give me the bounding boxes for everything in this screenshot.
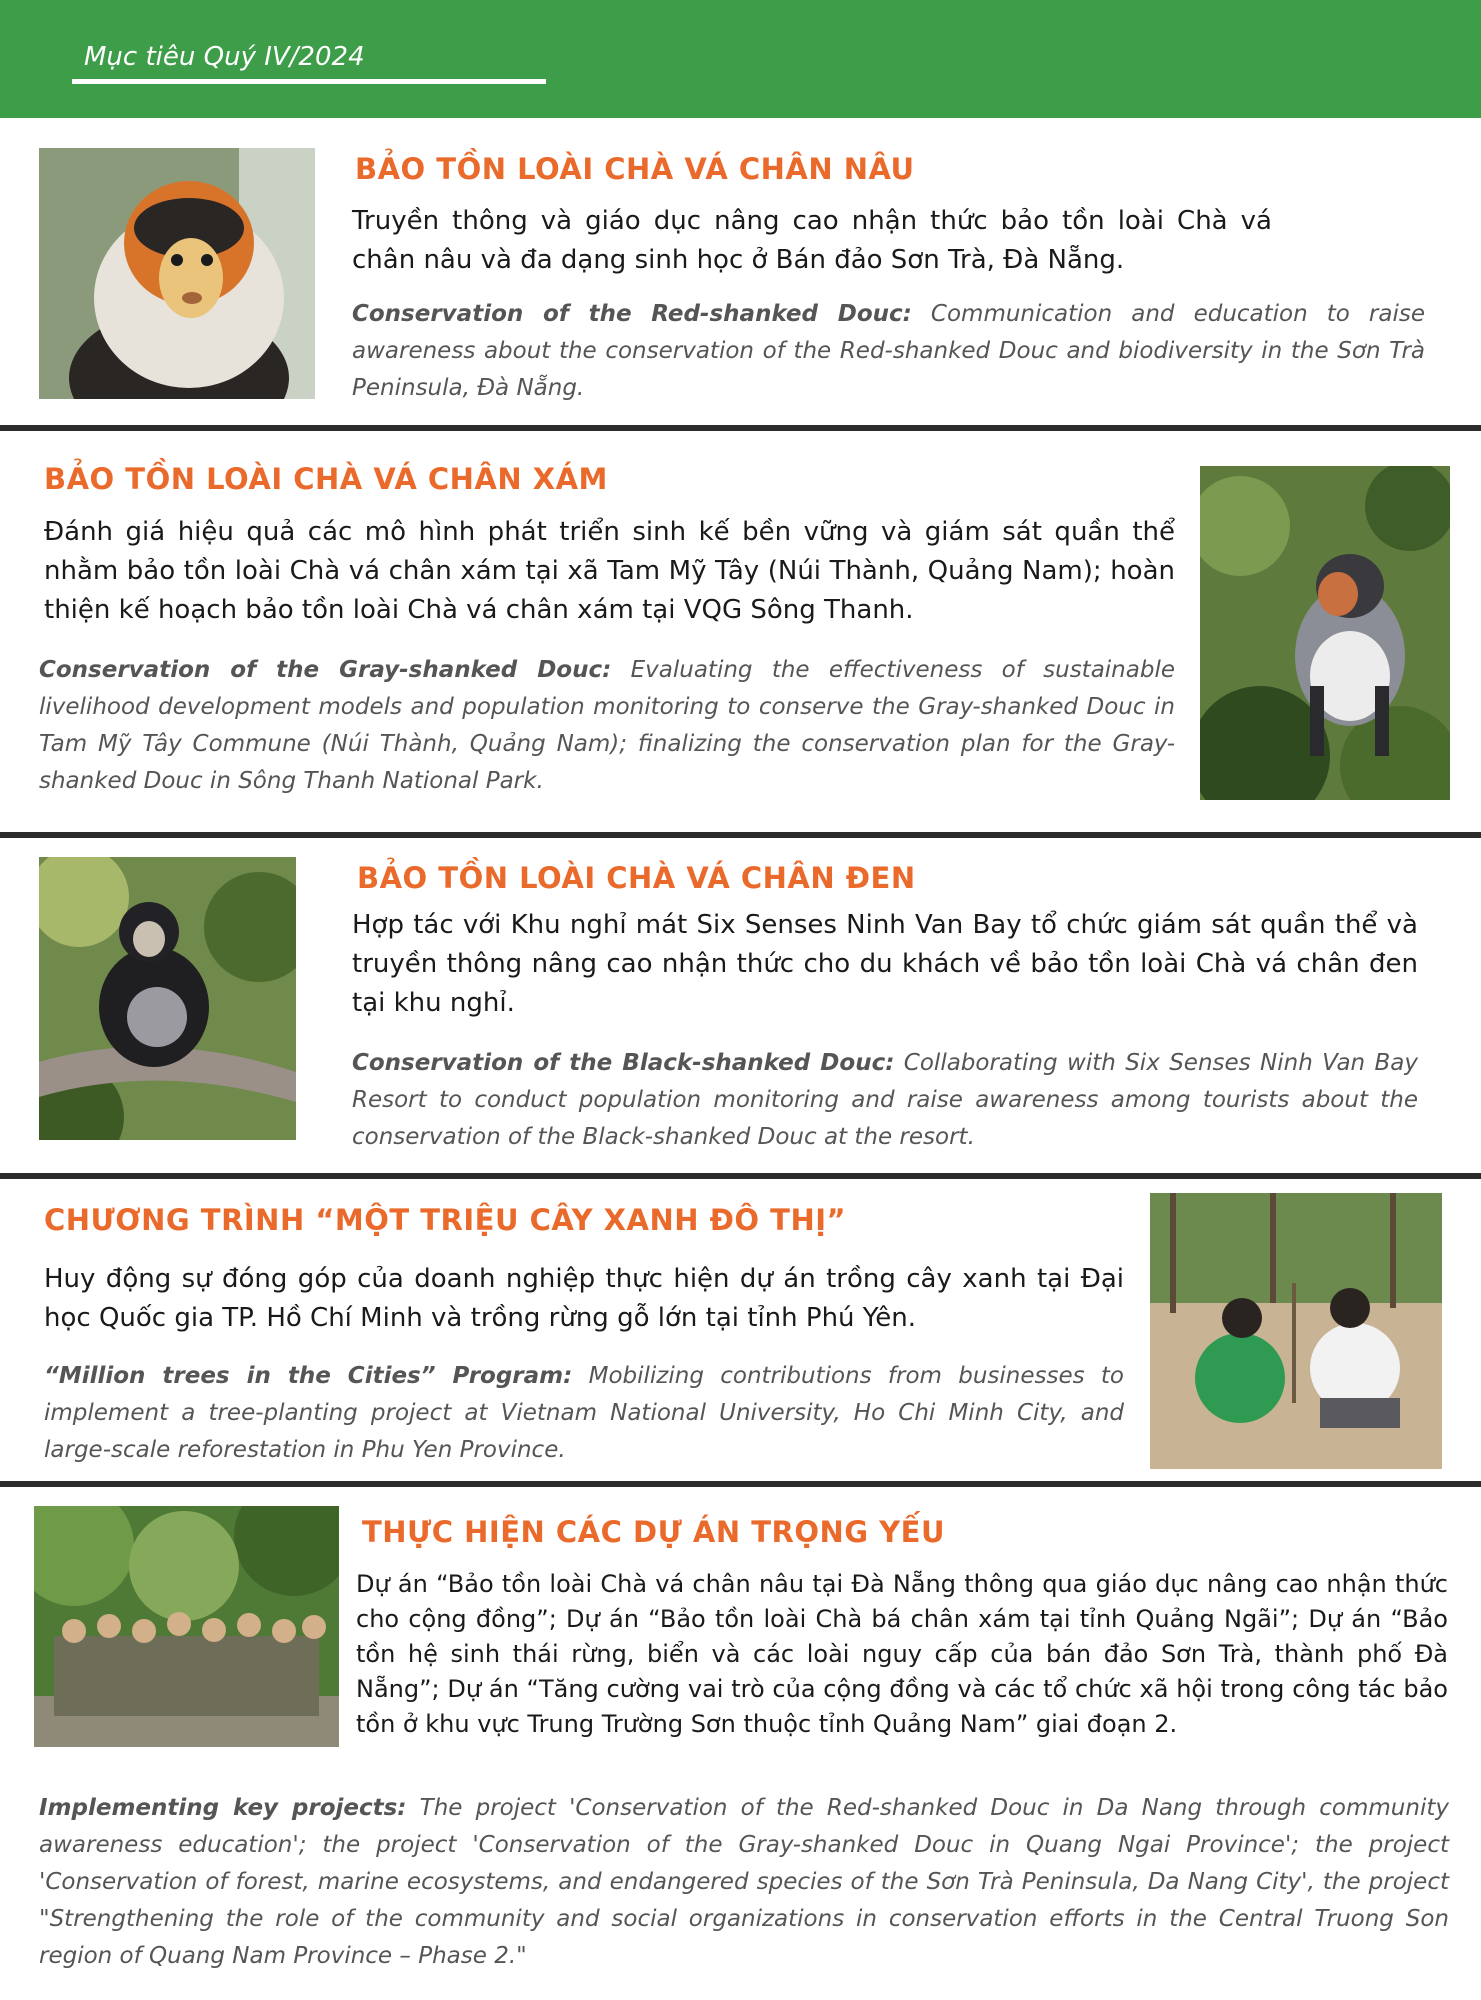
- section-text-vi-red-shanked: Truyền thông và giáo dục nâng cao nhận thức bảo tồn loài Chà vá chân nâu và đa dạng sinh học ở Bán đảo Sơn Trà, Đà Nẵng.: [352, 206, 1272, 275]
- team-group-photo: [34, 1506, 339, 1747]
- section-text-vi-gray-shanked: Đánh giá hiệu quả các mô hình phát triển sinh kế bền vững và giám sát quần thể nhằm bảo tồn loài Chà vá chân xám tại xã Tam Mỹ Tây (Núi Thành, Quảng Nam); hoàn thiện kế hoạch bảo tồn loài Chà vá chân xám tại VQG Sông Thanh.: [44, 517, 1175, 625]
- en-label: “Million trees in the Cities” Program:: [44, 1363, 573, 1389]
- section-title-key-projects: THỰC HIỆN CÁC DỰ ÁN TRỌNG YẾU: [362, 1515, 946, 1549]
- gray-shanked-douc-photo: [1200, 466, 1450, 800]
- en-label: Conservation of the Red-shanked Douc:: [352, 301, 912, 327]
- en-label: Conservation of the Gray-shanked Douc:: [39, 657, 612, 683]
- en-label: Implementing key projects:: [39, 1795, 407, 1821]
- header-underline: [72, 79, 546, 84]
- section-divider: [0, 832, 1481, 838]
- section-title-gray-shanked: BẢO TỒN LOÀI CHÀ VÁ CHÂN XÁM: [44, 462, 608, 496]
- en-label: Conservation of the Black-shanked Douc:: [352, 1050, 895, 1076]
- en-body: Collaborating with Six Senses Ninh Van Bay Resort to conduct population monitoring and raise awareness among tourists about the conservation of the Black-shanked Douc at the resort.: [352, 1050, 1418, 1150]
- section-text-en-gray-shanked: [39, 652, 1175, 800]
- tree-planting-photo: [1150, 1193, 1442, 1469]
- en-body: The project 'Conservation of the Red-shanked Douc in Da Nang through community awareness education'; the project 'Conservation of the Gray-shanked Douc in Quang Ngai Province'; the project 'Conservation of forest, marine ecosystems, and endangered species of the Sơn Trà Peninsula, Da Nang City', the project "Strengthening the role of the community and social organizations in conservation efforts in the Central Truong Son region of Quang Nam Province – Phase 2.": [39, 1795, 1449, 1969]
- section-divider: [0, 425, 1481, 431]
- section-title-red-shanked: BẢO TỒN LOÀI CHÀ VÁ CHÂN NÂU: [355, 152, 915, 186]
- en-body: Evaluating the effectiveness of sustainable livelihood development models and population monitoring to conserve the Gray-shanked Douc in Tam Mỹ Tây Commune (Núi Thành, Quảng Nam); finalizing the conservation plan for the Gray-shanked Douc in Sông Thanh National Park.: [39, 657, 1175, 794]
- header-banner: [0, 0, 1481, 118]
- section-text-en-red-shanked: [352, 296, 1425, 407]
- section-text-en-black-shanked: [352, 1045, 1418, 1156]
- section-text-vi-million-trees: Huy động sự đóng góp của doanh nghiệp thực hiện dự án trồng cây xanh tại Đại học Quốc gia TP. Hồ Chí Minh và trồng rừng gỗ lớn tại tỉnh Phú Yên.: [44, 1264, 1124, 1333]
- section-title-million-trees: CHƯƠNG TRÌNH “MỘT TRIỆU CÂY XANH ĐÔ THỊ”: [44, 1203, 847, 1237]
- en-body: Communication and education to raise awareness about the conservation of the Red-shanked Douc and biodiversity in the Sơn Trà Peninsula, Đà Nẵng.: [352, 301, 1425, 401]
- section-divider: [0, 1481, 1481, 1487]
- section-text-en-million-trees: [44, 1358, 1124, 1469]
- section-text-vi-black-shanked: Hợp tác với Khu nghỉ mát Six Senses Ninh Van Bay tổ chức giám sát quần thể và truyền thông nâng cao nhận thức cho du khách về bảo tồn loài Chà vá chân đen tại khu nghỉ.: [352, 910, 1418, 1018]
- section-text-en-key-projects: [39, 1790, 1449, 1975]
- page-title: Mục tiêu Quý IV/2024: [84, 42, 365, 72]
- black-shanked-douc-photo: [39, 857, 296, 1140]
- red-shanked-douc-photo: [39, 148, 315, 399]
- section-text-vi-key-projects: Dự án “Bảo tồn loài Chà vá chân nâu tại Đà Nẵng thông qua giáo dục nâng cao nhận thức cho cộng đồng”; Dự án “Bảo tồn loài Chà bá chân xám tại tỉnh Quảng Ngãi”; Dự án “Bảo tồn hệ sinh thái rừng, biển và các loài nguy cấp của bán đảo Sơn Trà, thành phố Đà Nẵng”; Dự án “Tăng cường vai trò của cộng đồng và các tổ chức xã hội trong công tác bảo tồn ở khu vực Trung Trường Sơn thuộc tỉnh Quảng Nam” giai đoạn 2.: [356, 1570, 1448, 1738]
- en-body: Mobilizing contributions from businesses to implement a tree-planting project at Vietnam National University, Ho Chi Minh City, and large-scale reforestation in Phu Yen Province.: [44, 1363, 1124, 1463]
- section-title-black-shanked: BẢO TỒN LOÀI CHÀ VÁ CHÂN ĐEN: [357, 861, 916, 895]
- section-divider: [0, 1173, 1481, 1179]
